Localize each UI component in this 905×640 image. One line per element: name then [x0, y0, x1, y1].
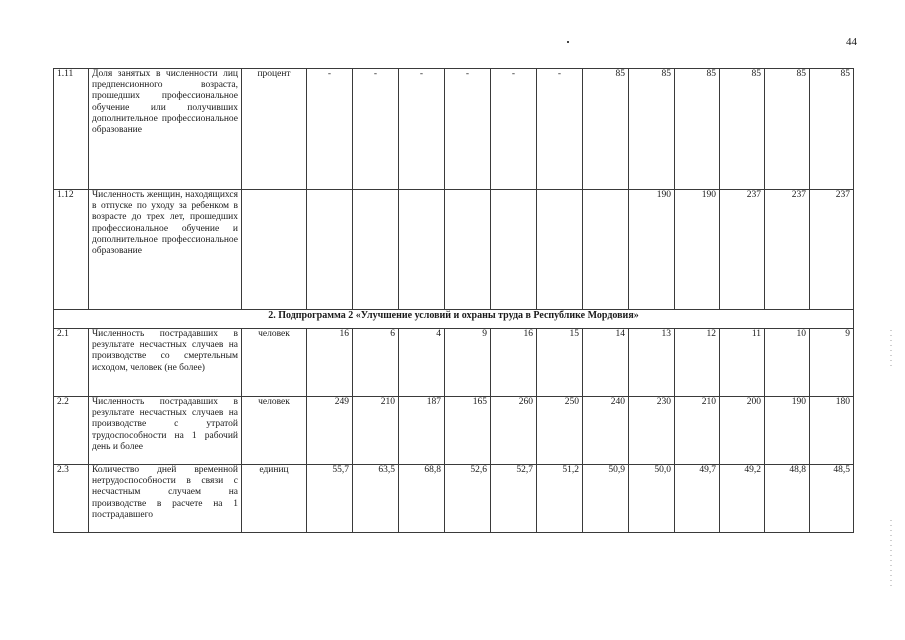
indicator-name: Количество дней временной нетрудоспособности в связи с несчастным случаем на производстве в расчете на 1 пострадавшего: [89, 465, 242, 533]
value-cell: 85: [675, 69, 720, 190]
table-row: [54, 397, 854, 465]
value-cell: 190: [629, 190, 675, 310]
indicator-name: Численность пострадавших в результате несчастных случаев на производстве с утратой трудоспособности на 1 рабочий день и более: [89, 397, 242, 465]
value-cell: 85: [765, 69, 810, 190]
row-number: 2.3: [54, 465, 89, 533]
value-cell: 12: [675, 329, 720, 397]
subprogram-row: [54, 310, 854, 329]
value-cell: 190: [765, 397, 810, 465]
value-cell: -: [307, 69, 353, 190]
value-cell: 165: [445, 397, 491, 465]
row-number: 1.11: [54, 69, 89, 190]
value-cell: 85: [810, 69, 854, 190]
subprogram-title: 2. Подпрограмма 2 «Улучшение условий и охраны труда в Республике Мордовия»: [54, 310, 854, 329]
table-row: [54, 329, 854, 397]
value-cell: 190: [675, 190, 720, 310]
value-cell: 249: [307, 397, 353, 465]
value-cell: 237: [810, 190, 854, 310]
value-cell: [537, 190, 583, 310]
page-number: 44: [846, 36, 857, 48]
value-cell: 48,5: [810, 465, 854, 533]
scan-speck: [567, 41, 569, 43]
value-cell: 52,6: [445, 465, 491, 533]
value-cell: 16: [307, 329, 353, 397]
value-cell: [491, 190, 537, 310]
value-cell: 50,0: [629, 465, 675, 533]
scan-margin-marks: [890, 330, 892, 370]
value-cell: 55,7: [307, 465, 353, 533]
value-cell: 49,7: [675, 465, 720, 533]
row-number: 2.2: [54, 397, 89, 465]
value-cell: 9: [810, 329, 854, 397]
value-cell: 9: [445, 329, 491, 397]
value-cell: 13: [629, 329, 675, 397]
indicator-name: Численность пострадавших в результате несчастных случаев на производстве со смертельным исходом, человек (не более): [89, 329, 242, 397]
value-cell: 6: [353, 329, 399, 397]
row-number: 1.12: [54, 190, 89, 310]
value-cell: 85: [583, 69, 629, 190]
value-cell: 210: [675, 397, 720, 465]
value-cell: 180: [810, 397, 854, 465]
value-cell: 16: [491, 329, 537, 397]
value-cell: -: [445, 69, 491, 190]
value-cell: 85: [720, 69, 765, 190]
value-cell: 14: [583, 329, 629, 397]
scan-margin-marks: [890, 520, 892, 590]
value-cell: 15: [537, 329, 583, 397]
unit-cell: человек: [242, 397, 307, 465]
value-cell: 237: [720, 190, 765, 310]
value-cell: 250: [537, 397, 583, 465]
value-cell: [353, 190, 399, 310]
unit-cell: процент: [242, 69, 307, 190]
value-cell: [399, 190, 445, 310]
value-cell: 63,5: [353, 465, 399, 533]
value-cell: 10: [765, 329, 810, 397]
table-row: [54, 190, 854, 310]
value-cell: 49,2: [720, 465, 765, 533]
table-row: [54, 69, 854, 190]
row-number: 2.1: [54, 329, 89, 397]
table-row: [54, 465, 854, 533]
value-cell: [583, 190, 629, 310]
value-cell: 85: [629, 69, 675, 190]
value-cell: 51,2: [537, 465, 583, 533]
value-cell: 48,8: [765, 465, 810, 533]
indicator-name: Численность женщин, находящихся в отпуске по уходу за ребенком в возрасте до трех лет, прошедших профессиональное обучение и дополнительное профессиональное образование: [89, 190, 242, 310]
value-cell: [307, 190, 353, 310]
value-cell: 210: [353, 397, 399, 465]
value-cell: 68,8: [399, 465, 445, 533]
value-cell: 50,9: [583, 465, 629, 533]
indicator-name: Доля занятых в численности лиц предпенсионного возраста, прошедших профессиональное обучение или получивших дополнительное профессиональное образование: [89, 69, 242, 190]
value-cell: 187: [399, 397, 445, 465]
value-cell: 230: [629, 397, 675, 465]
indicators-table: [53, 68, 854, 533]
value-cell: 11: [720, 329, 765, 397]
value-cell: -: [537, 69, 583, 190]
unit-cell: [242, 190, 307, 310]
unit-cell: единиц: [242, 465, 307, 533]
value-cell: 260: [491, 397, 537, 465]
value-cell: [445, 190, 491, 310]
value-cell: 52,7: [491, 465, 537, 533]
value-cell: 4: [399, 329, 445, 397]
value-cell: 237: [765, 190, 810, 310]
value-cell: -: [399, 69, 445, 190]
value-cell: -: [353, 69, 399, 190]
unit-cell: человек: [242, 329, 307, 397]
value-cell: -: [491, 69, 537, 190]
value-cell: 200: [720, 397, 765, 465]
value-cell: 240: [583, 397, 629, 465]
